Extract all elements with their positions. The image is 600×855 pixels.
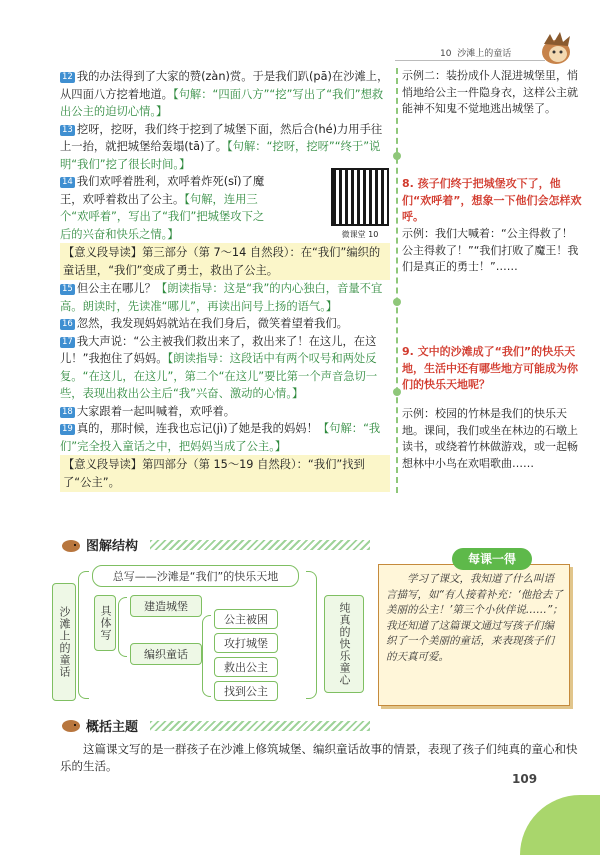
example-answer-2: 示例二：装扮成仆人混进城堡里，悄悄地给公主一件隐身衣，这样公主就能神不知鬼不觉地逃出城堡了。 xyxy=(402,69,578,115)
title-decoration xyxy=(150,540,370,550)
header-rule xyxy=(395,60,545,61)
sentence-annotation: 【句解：“挖呀，挖呀”“终于”说明“我们”挖了很长时间。】 xyxy=(60,140,381,171)
paragraph-text: 我大声说：“公主被我们救出来了，救出来了！在这儿，在这儿！”我抱住了妈妈。 xyxy=(60,334,377,365)
chapter-title: 沙滩上的童话 xyxy=(457,49,512,59)
reading-guide: 【朗读指导：这是“我”的内心独白，音量不宜高。朗读时，先读准“哪儿”，再读出问号上扬的语气。】 xyxy=(60,282,383,313)
result-node: 纯真的快乐童心 xyxy=(324,595,364,693)
card-text: 学习了课文，我知道了什么叫语言描写，如“有人接着补充：‘他抢去了美丽的公主！’第三个小伙伴说……”；我还知道了这篇课文通过写孩子们编织了一个美丽的童话，来表现孩子们的天真可爱。 xyxy=(386,573,563,663)
brace xyxy=(306,571,317,699)
story-step-2: 攻打城堡 xyxy=(214,633,278,653)
paragraph-17 xyxy=(60,333,390,403)
divider-dot xyxy=(393,388,401,396)
structure-section-title: 图解结构 xyxy=(86,539,139,554)
answer-9: 示例：校园的竹林是我们的快乐天地。课间，我们或坐在林边的石墩上读书，或绕着竹林做游戏，或一起畅想林中小鸟在欢唱歌曲…… xyxy=(402,407,578,470)
paragraph-18 xyxy=(60,403,390,421)
section-guide-text: 【意义段导读】第四部分（第 15～19 自然段）：“我们”找到了“公主”。 xyxy=(63,458,365,489)
story-step-4: 找到公主 xyxy=(214,681,278,701)
chapter-number: 10 xyxy=(440,49,452,59)
qr-code-block[interactable] xyxy=(330,168,390,244)
paragraph-number: 16 xyxy=(62,319,73,329)
hedgehog-section-icon xyxy=(60,535,82,553)
paragraph-text: 真的，那时候，连我也忘记(jì)了她是我的妈妈！ xyxy=(76,422,318,435)
paragraph-14 xyxy=(60,173,265,243)
lesson-takeaway-card xyxy=(372,548,578,713)
paragraph-15 xyxy=(60,280,390,315)
paragraph-number: 15 xyxy=(62,284,73,294)
paragraph-12 xyxy=(60,68,390,121)
question-9: 9. 文中的沙滩成了“我们”的快乐天地，生活中还有哪些地方可能成为你们的快乐天地呢？ xyxy=(402,345,578,391)
section-guide xyxy=(60,243,390,280)
story-step-1: 公主被困 xyxy=(214,609,278,629)
paragraph-text: 我的办法得到了大家的赞(zàn)赏。于是我们趴(pā)在沙滩上，从四面八方挖着地道。 xyxy=(60,70,389,101)
theme-section-title: 概括主题 xyxy=(86,720,139,735)
story-step-3: 救出公主 xyxy=(214,657,278,677)
paragraph-number: 13 xyxy=(62,124,73,135)
divider-dot xyxy=(393,298,401,306)
question-8: 8. 孩子们终于把城堡攻下了，他们“欢呼着”，想象一下他们会怎样欢呼。 xyxy=(402,177,582,223)
detail-node: 具体写 xyxy=(94,595,116,651)
structure-diagram xyxy=(52,565,365,705)
title-decoration xyxy=(150,721,370,731)
column-divider xyxy=(396,68,398,493)
story-node: 编织童话 xyxy=(130,643,202,665)
paragraph-text: 但公主在哪儿？ xyxy=(76,282,156,295)
section-guide-text: 【意义段导读】第三部分（第 7～14 自然段）：在“我们”编织的童话里，“我们”变成了勇士，救出了公主。 xyxy=(63,246,381,277)
overview-node: 总写——沙滩是“我们”的快乐天地 xyxy=(92,565,299,587)
divider-dot xyxy=(393,152,401,160)
sentence-annotation: 【句解，连用三个“欢呼着”，写出了“我们”把城堡攻下之后的兴奋和快乐之情。】 xyxy=(60,192,265,241)
main-text-column xyxy=(60,68,390,492)
build-node: 建造城堡 xyxy=(130,595,202,617)
theme-summary: 这篇课文写的是一群孩子在沙滩上修筑城堡、编织童话故事的情景，表现了孩子们纯真的童心和快乐的生活。 xyxy=(60,742,578,773)
running-header xyxy=(440,46,511,59)
paragraph-number: 12 xyxy=(62,72,73,82)
paragraph-13 xyxy=(60,121,390,174)
corner-decoration xyxy=(520,795,600,855)
paragraph-number: 14 xyxy=(62,177,73,187)
paragraph-number: 19 xyxy=(62,424,73,434)
hedgehog-mascot-icon xyxy=(536,28,576,68)
brace xyxy=(78,571,89,699)
reading-guide: 【朗读指导：这段话中有两个叹号和两处反复。“在这儿，在这儿”，第二个“在这儿”要比第一个声音急切一些，表现出救出公主后“我”兴奋、激动的心情。】 xyxy=(60,352,378,400)
paragraph-text: 忽然，我发现妈妈就站在我们身后，微笑着望着我们。 xyxy=(76,317,348,330)
section-guide xyxy=(60,455,390,492)
card-tag: 每课一得 xyxy=(452,548,532,570)
paragraph-text: 我们欢呼着胜利，欢呼着炸死(sǐ)了魔王，欢呼着救出了公主。 xyxy=(60,175,265,206)
brace xyxy=(118,597,127,657)
brace xyxy=(202,615,211,697)
paragraph-number: 17 xyxy=(62,336,73,347)
paragraph-text: 挖呀，挖呀，我们终于挖到了城堡下面，然后合(hé)力用手往上一抬，就把城堡给轰塌(tā)了。 xyxy=(60,122,383,153)
paragraph-16 xyxy=(60,315,390,333)
qr-code[interactable] xyxy=(331,168,389,226)
answer-8: 示例：我们大喊着：“公主得救了！公主得救了！”“我们打败了魔王！我们是真正的勇士！”…… xyxy=(402,227,579,273)
qr-caption: 微课堂 10 xyxy=(341,230,379,239)
sentence-annotation: 【句解：“我们”完全投入童话之中，把妈妈当成了公主。】 xyxy=(60,422,381,453)
hedgehog-section-icon xyxy=(60,715,82,733)
root-node: 沙滩上的童话 xyxy=(52,583,76,701)
page-number: 109 xyxy=(512,772,538,786)
paragraph-19 xyxy=(60,420,390,455)
sentence-annotation: 【句解：“四面八方”“挖”写出了“我们”想救出公主的迫切心情。】 xyxy=(60,87,384,118)
paragraph-text: 大家跟着一起叫喊着，欢呼着。 xyxy=(76,404,235,418)
paragraph-number: 18 xyxy=(62,406,73,417)
